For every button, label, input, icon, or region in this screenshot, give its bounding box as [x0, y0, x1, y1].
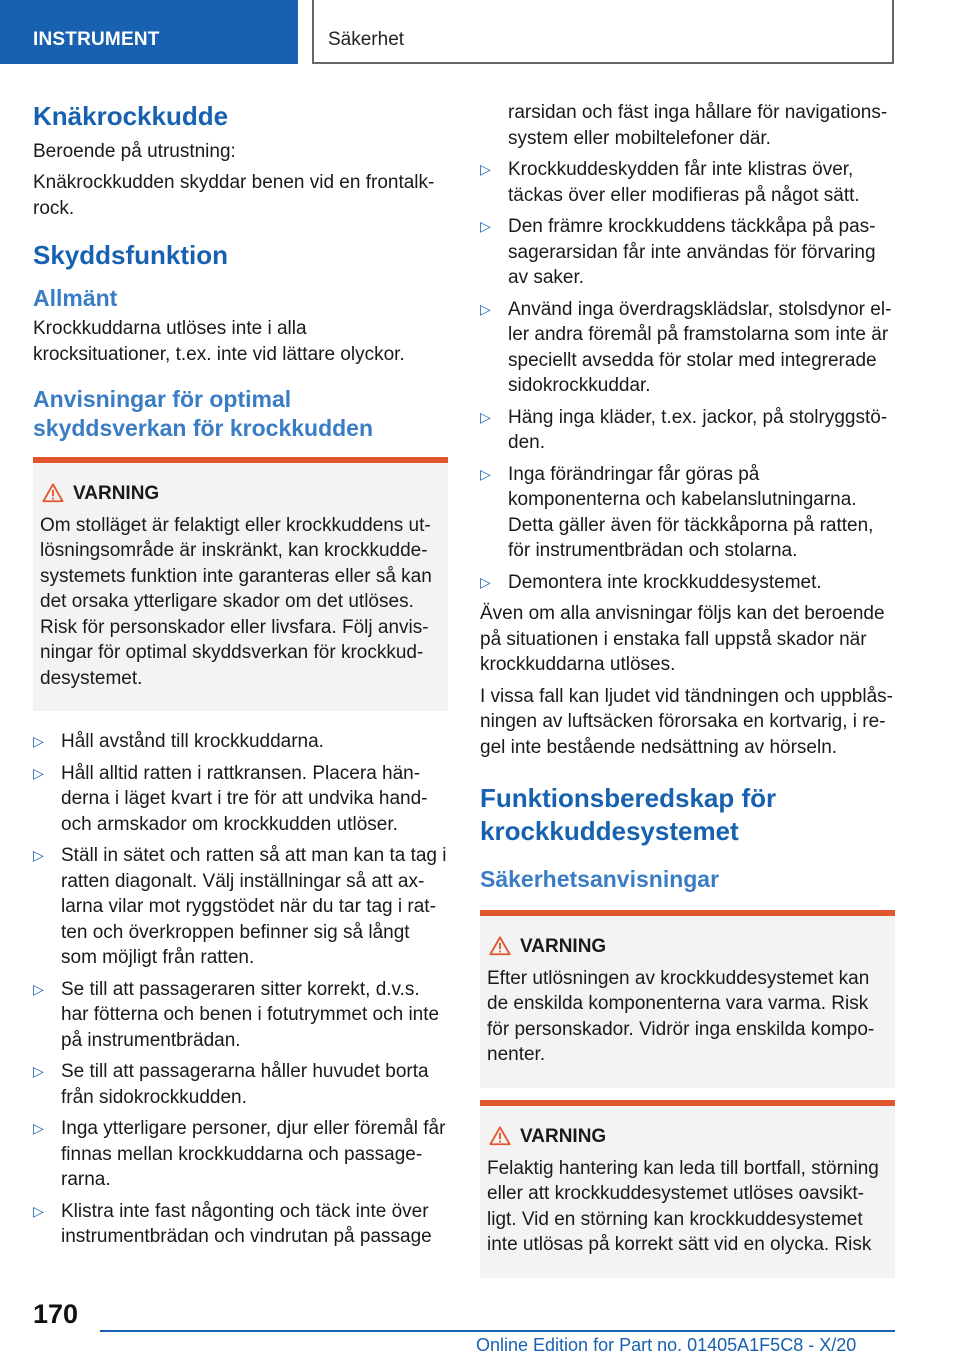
warning-title	[40, 481, 440, 507]
warning-box	[480, 1100, 895, 1278]
heading-protective-function: Skyddsfunktion	[33, 240, 229, 270]
warning-title	[487, 1124, 887, 1150]
warning-title-text: VARNING	[520, 935, 607, 957]
right-column	[480, 100, 895, 1290]
warning-title	[487, 934, 887, 960]
list-item: ▷ Den främre krockkuddens täckkåpa på passagerarsidan får inte användas för förvaring av saker.	[480, 216, 876, 288]
list-item: ▷ Häng inga kläder, t.ex. jackor, på stolryggstöden.	[480, 406, 888, 453]
left-column	[33, 100, 448, 1256]
bullet-triangle-icon: ▷	[33, 1120, 44, 1137]
list-item: ▷ Ställ in sätet och ratten så att man kan ta tag i ratten diagonalt. Välj inställningar så att axlarna vilar mot ryggstödet när du tar tag i ratten och överkroppen befinner sig så långt som möjligt från ratten.	[33, 845, 447, 969]
bullet-triangle-icon: ▷	[33, 764, 44, 781]
warning-triangle-icon	[489, 1125, 511, 1147]
heading-advice: Anvisningar för optimal skyddsverkan för krockkudden	[33, 386, 374, 441]
heading-system-readiness: Funktionsberedskap för krockkuddesystemet	[480, 783, 777, 846]
paragraph-general: Krockkuddarna utlöses inte i alla krocksituationer, t.ex. inte vid lättare olyckor.	[33, 318, 405, 365]
list-item: ▷ Se till att passagerarna håller huvudet borta från sidokrockkudden.	[33, 1061, 429, 1108]
list-item: ▷ Inga ytterligare personer, djur eller föremål får finnas mellan krockkuddarna och passagerarna.	[33, 1118, 446, 1191]
bullet-triangle-icon: ▷	[33, 1063, 44, 1080]
bullet-triangle-icon: ▷	[33, 980, 44, 997]
warning-title-text: VARNING	[73, 482, 160, 504]
paragraph-even-if: Även om alla anvisningar följs kan det beroende på situationen i enstaka fall uppstå skador när krockkuddarna utlöses.	[480, 603, 885, 675]
warning-triangle-icon	[489, 935, 511, 957]
paragraph-noise: I vissa fall kan ljudet vid tändningen och uppblåsningen av luftsäcken förorsaka en kortvarig, i regel inte bestående nedsättning av hörseln.	[480, 685, 893, 758]
page-number: 170	[33, 1299, 79, 1329]
warning-title-text: VARNING	[520, 1125, 607, 1147]
bullet-triangle-icon: ▷	[480, 573, 491, 590]
warning-box	[33, 457, 448, 712]
list-item: ▷ Se till att passageraren sitter korrekt, d.v.s. har fötterna och benen i fotutrymmet och inte på instrumentbrädan.	[33, 978, 440, 1051]
list-item: ▷ Inga förändringar får göras på komponenterna och kabelanslutningarna. Detta gäller även för täckkåporna på ratten, för instrumentbrädan och stolarna.	[480, 463, 874, 561]
warning-box	[480, 910, 895, 1088]
heading-safety-notes: Säkerhetsanvisningar	[480, 866, 720, 892]
heading-knee-airbag: Knäkrockkudde	[33, 101, 229, 131]
warning-text: Felaktig hantering kan leda till bortfall, störning eller att krockkuddesystemet utlöses oavsiktligt. Vid en störning kan krockkuddesystemet inte utlösas på korrekt sätt vid en olycka. Risk	[487, 1157, 879, 1256]
bullet-triangle-icon: ▷	[33, 847, 44, 864]
advice-list	[33, 729, 448, 1250]
list-item-continued: rarsidan och fäst inga hållare för navigationssystem eller mobiltelefoner där.	[508, 102, 888, 149]
list-item: ▷ Klistra inte fast någonting och täck inte över instrumentbrädan och vindrutan på passage	[33, 1200, 432, 1248]
bullet-triangle-icon: ▷	[33, 1202, 44, 1219]
heading-general: Allmänt	[33, 284, 118, 311]
list-item: ▷ Använd inga överdragsklädslar, stolsdynor eller andra föremål på framstolarna som inte är speciellt avsedda för stolar med integrerade sidokrockkuddar.	[480, 298, 892, 396]
paragraph-knee-airbag: Knäkrockkudden skyddar benen vid en frontalkrock.	[33, 172, 435, 219]
warning-triangle-icon	[42, 482, 64, 504]
bullet-triangle-icon: ▷	[480, 218, 491, 234]
chapter-tab: INSTRUMENT	[0, 0, 298, 64]
advice-list-continued	[480, 100, 895, 595]
section-title: Säkerhet	[312, 0, 894, 64]
list-item: ▷ Krockkuddeskydden får inte klistras över, täckas över eller modifieras på något sätt.	[480, 159, 860, 206]
bullet-triangle-icon: ▷	[480, 300, 491, 317]
bullet-triangle-icon: ▷	[480, 161, 491, 177]
warning-text: Om stolläget är felaktigt eller krockkuddens utlösningsområde är inskränkt, kan krockkuddesystemets funktion inte garanteras eller så kan det orsaka ytterligare skador om det utlöses. Risk för personskador eller livsfara. Följ anvisningar för optimal skyddsverkan för krockkuddesystemet.	[40, 514, 432, 689]
list-item: ▷ Håll avstånd till krockkuddarna.	[33, 729, 448, 755]
paragraph-equipment: Beroende på utrustning:	[33, 140, 236, 162]
warning-text: Efter utlösningen av krockkuddesystemet kan de enskilda komponenterna vara varma. Risk för personskador. Vidrör inga enskilda komponenter.	[487, 967, 875, 1066]
bullet-triangle-icon: ▷	[480, 408, 491, 425]
list-item: ▷ Håll alltid ratten i rattkransen. Placera händerna i läget kvart i tre för att undvika hand- och armskador om krockkudden utlöser.	[33, 762, 428, 835]
list-item: ▷ Demontera inte krockkuddesystemet.	[480, 570, 895, 596]
bullet-triangle-icon: ▷	[33, 733, 44, 750]
bullet-triangle-icon: ▷	[480, 465, 491, 482]
footer-divider	[100, 1330, 895, 1332]
footer-edition: Online Edition for Part no. 01405A1F5C8 - X/20	[476, 1335, 857, 1355]
